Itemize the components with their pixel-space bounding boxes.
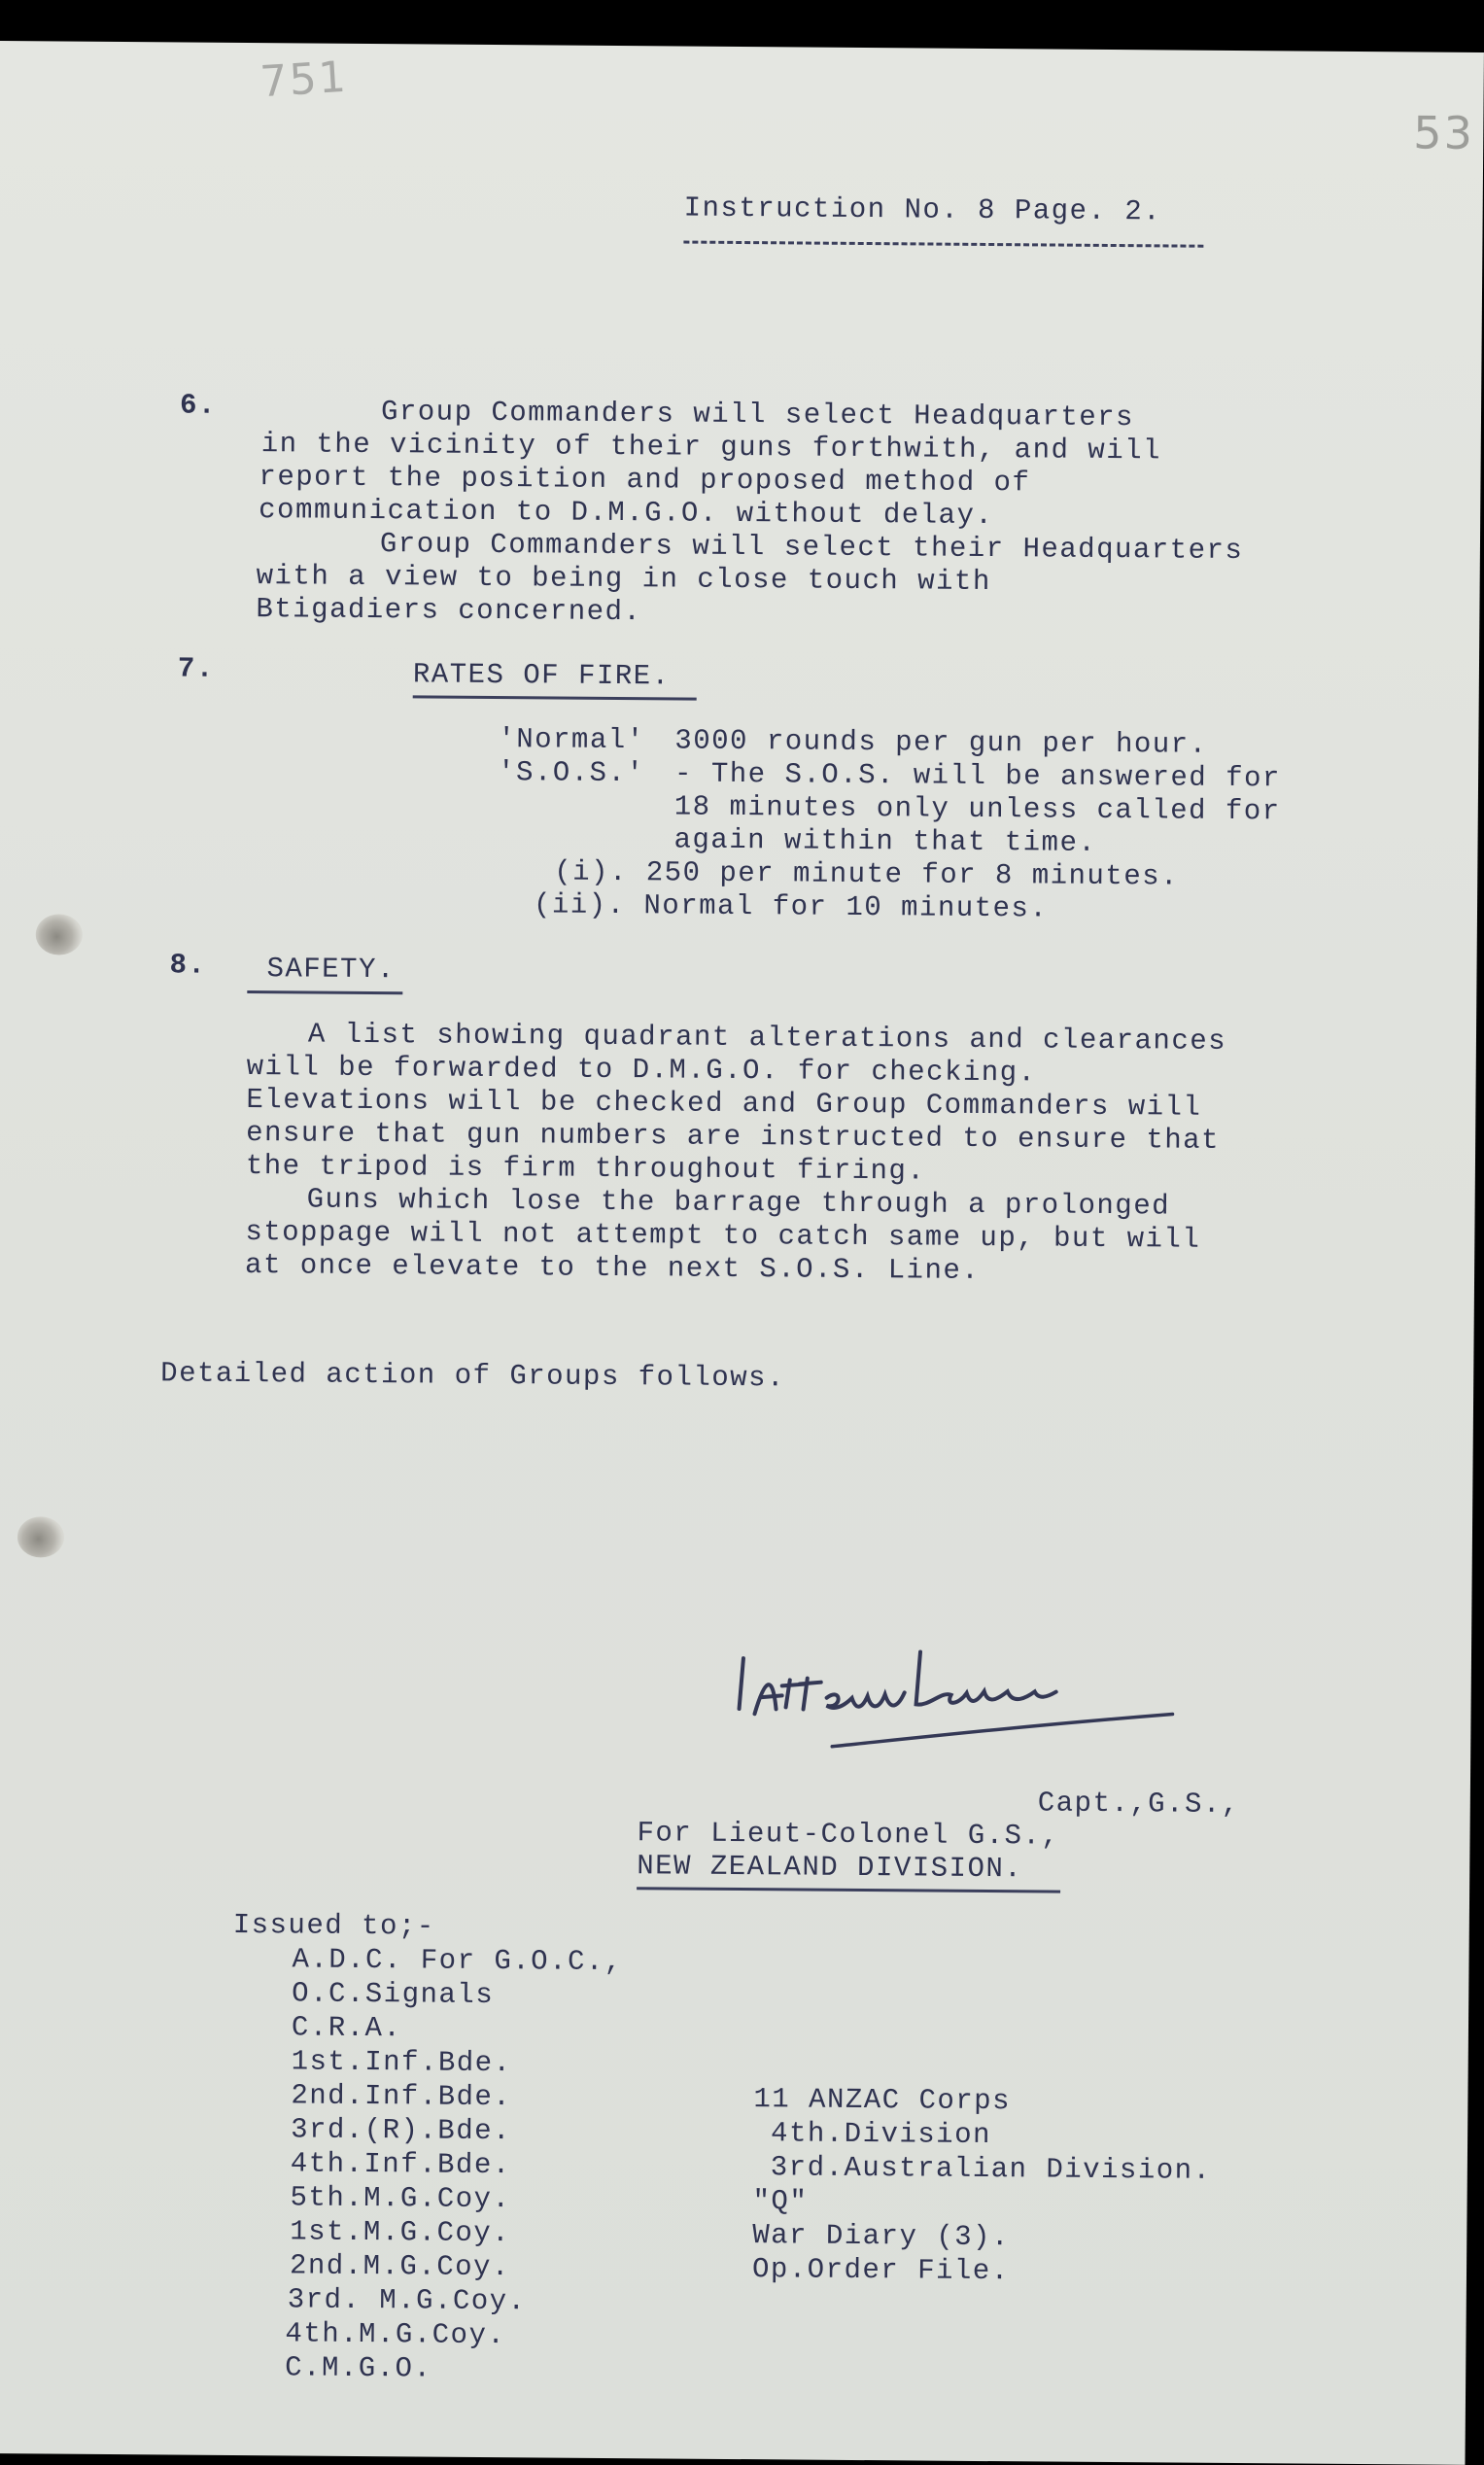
signature-rank: Capt.,G.S.,	[1037, 1787, 1240, 1822]
section-8-line: stoppage will not attempt to catch same up, but will	[245, 1216, 1201, 1256]
punch-hole	[36, 914, 83, 955]
archive-pencil-number: 751	[259, 52, 350, 108]
section-7-heading: RATES OF FIRE.	[412, 658, 671, 693]
signature-division: NEW ZEALAND DIVISION.	[637, 1850, 1023, 1886]
distribution-left-item: 5th.M.G.Coy.	[290, 2181, 511, 2216]
distribution-left-item: 1st.Inf.Bde.	[291, 2045, 512, 2080]
section-6-number: 6.	[179, 389, 218, 422]
distribution-right-item: Op.Order File.	[751, 2253, 1010, 2288]
distribution-left-item: 4th.Inf.Bde.	[290, 2147, 511, 2182]
section-8-heading-underline	[247, 990, 402, 994]
section-6-line: Btigadiers concerned.	[256, 593, 642, 629]
distribution-right-item: "Q"	[752, 2185, 809, 2218]
distribution-right-item: 4th.Division	[770, 2117, 992, 2152]
section-6-line: Group Commanders will select their Headquarters	[379, 528, 1244, 568]
distribution-right-item: 11 ANZAC Corps	[753, 2083, 1012, 2118]
section-6-line: communication to D.M.G.O. without delay.	[259, 494, 994, 533]
division-underline	[637, 1887, 1060, 1892]
rate-normal-label: 'Normal'	[498, 723, 645, 757]
section-6-line: with a view to being in close touch with	[256, 560, 991, 599]
rate-normal-text: 3000 rounds per gun per hour.	[674, 724, 1208, 761]
section-8-line: Guns which lose the barrage through a prolonged	[306, 1183, 1171, 1223]
distribution-left-item: 2nd.Inf.Bde.	[291, 2079, 512, 2114]
signature-for-line: For Lieut-Colonel G.S.,	[637, 1817, 1060, 1853]
distribution-left-item: 2nd.M.G.Coy.	[289, 2249, 510, 2284]
section-6-line: in the vicinity of their guns forthwith, and will	[260, 428, 1162, 468]
distribution-left-item: 3rd.(R).Bde.	[291, 2113, 512, 2148]
section-8-line: at once elevate to the next S.O.S. Line.	[244, 1249, 981, 1287]
distribution-left-item: 3rd. M.G.Coy.	[287, 2283, 527, 2318]
distribution-right-item: War Diary (3).	[752, 2219, 1011, 2254]
page-title: Instruction No. 8 Page. 2.	[683, 191, 1162, 228]
rate-sos-line: 18 minutes only unless called for	[673, 790, 1281, 828]
rate-sos-line: again within that time.	[673, 823, 1097, 859]
rate-sub-item: (ii). Normal for 10 minutes.	[533, 888, 1049, 925]
handwritten-signature	[725, 1621, 1192, 1771]
distribution-left-item: C.M.G.O.	[285, 2351, 432, 2385]
closing-line: Detailed action of Groups follows.	[160, 1357, 786, 1395]
rate-sos-label: 'S.O.S.'	[497, 756, 645, 790]
distribution-left-item: C.R.A.	[291, 2011, 402, 2045]
section-8-line: Elevations will be checked and Group Commanders will	[246, 1084, 1202, 1124]
section-8-line: ensure that gun numbers are instructed to ensure that	[246, 1117, 1221, 1157]
section-8-line: will be forwarded to D.M.G.O. for checking.	[246, 1051, 1037, 1090]
folio-number: 53	[1413, 106, 1475, 159]
document-page	[0, 41, 1484, 2465]
section-6-line: Group Commanders will select Headquarters	[380, 396, 1135, 434]
section-8-heading: SAFETY.	[266, 953, 396, 987]
title-dashed-underline	[683, 241, 1203, 248]
distribution-left-item: 1st.M.G.Coy.	[290, 2215, 511, 2250]
distribution-left-item: O.C.Signals	[292, 1977, 495, 2012]
section-8-line: the tripod is firm throughout firing.	[245, 1150, 926, 1188]
distribution-left-item: A.D.C. For G.O.C.,	[292, 1943, 623, 1979]
punch-hole	[17, 1516, 64, 1557]
section-8-line: A list showing quadrant alterations and clearances	[307, 1018, 1227, 1058]
distribution-right-item: 3rd.Australian Division.	[770, 2151, 1212, 2187]
distribution-left-item: 4th.M.G.Coy.	[285, 2317, 506, 2352]
distribution-heading: Issued to;-	[232, 1908, 435, 1943]
section-7-number: 7.	[177, 652, 215, 685]
section-7-heading-underline	[413, 695, 697, 700]
section-8-number: 8.	[169, 949, 207, 982]
section-6-line: report the position and proposed method of	[259, 461, 1031, 500]
rate-sub-item: (i). 250 per minute for 8 minutes.	[554, 855, 1180, 893]
rate-sos-line: - The S.O.S. will be answered for	[673, 757, 1282, 795]
